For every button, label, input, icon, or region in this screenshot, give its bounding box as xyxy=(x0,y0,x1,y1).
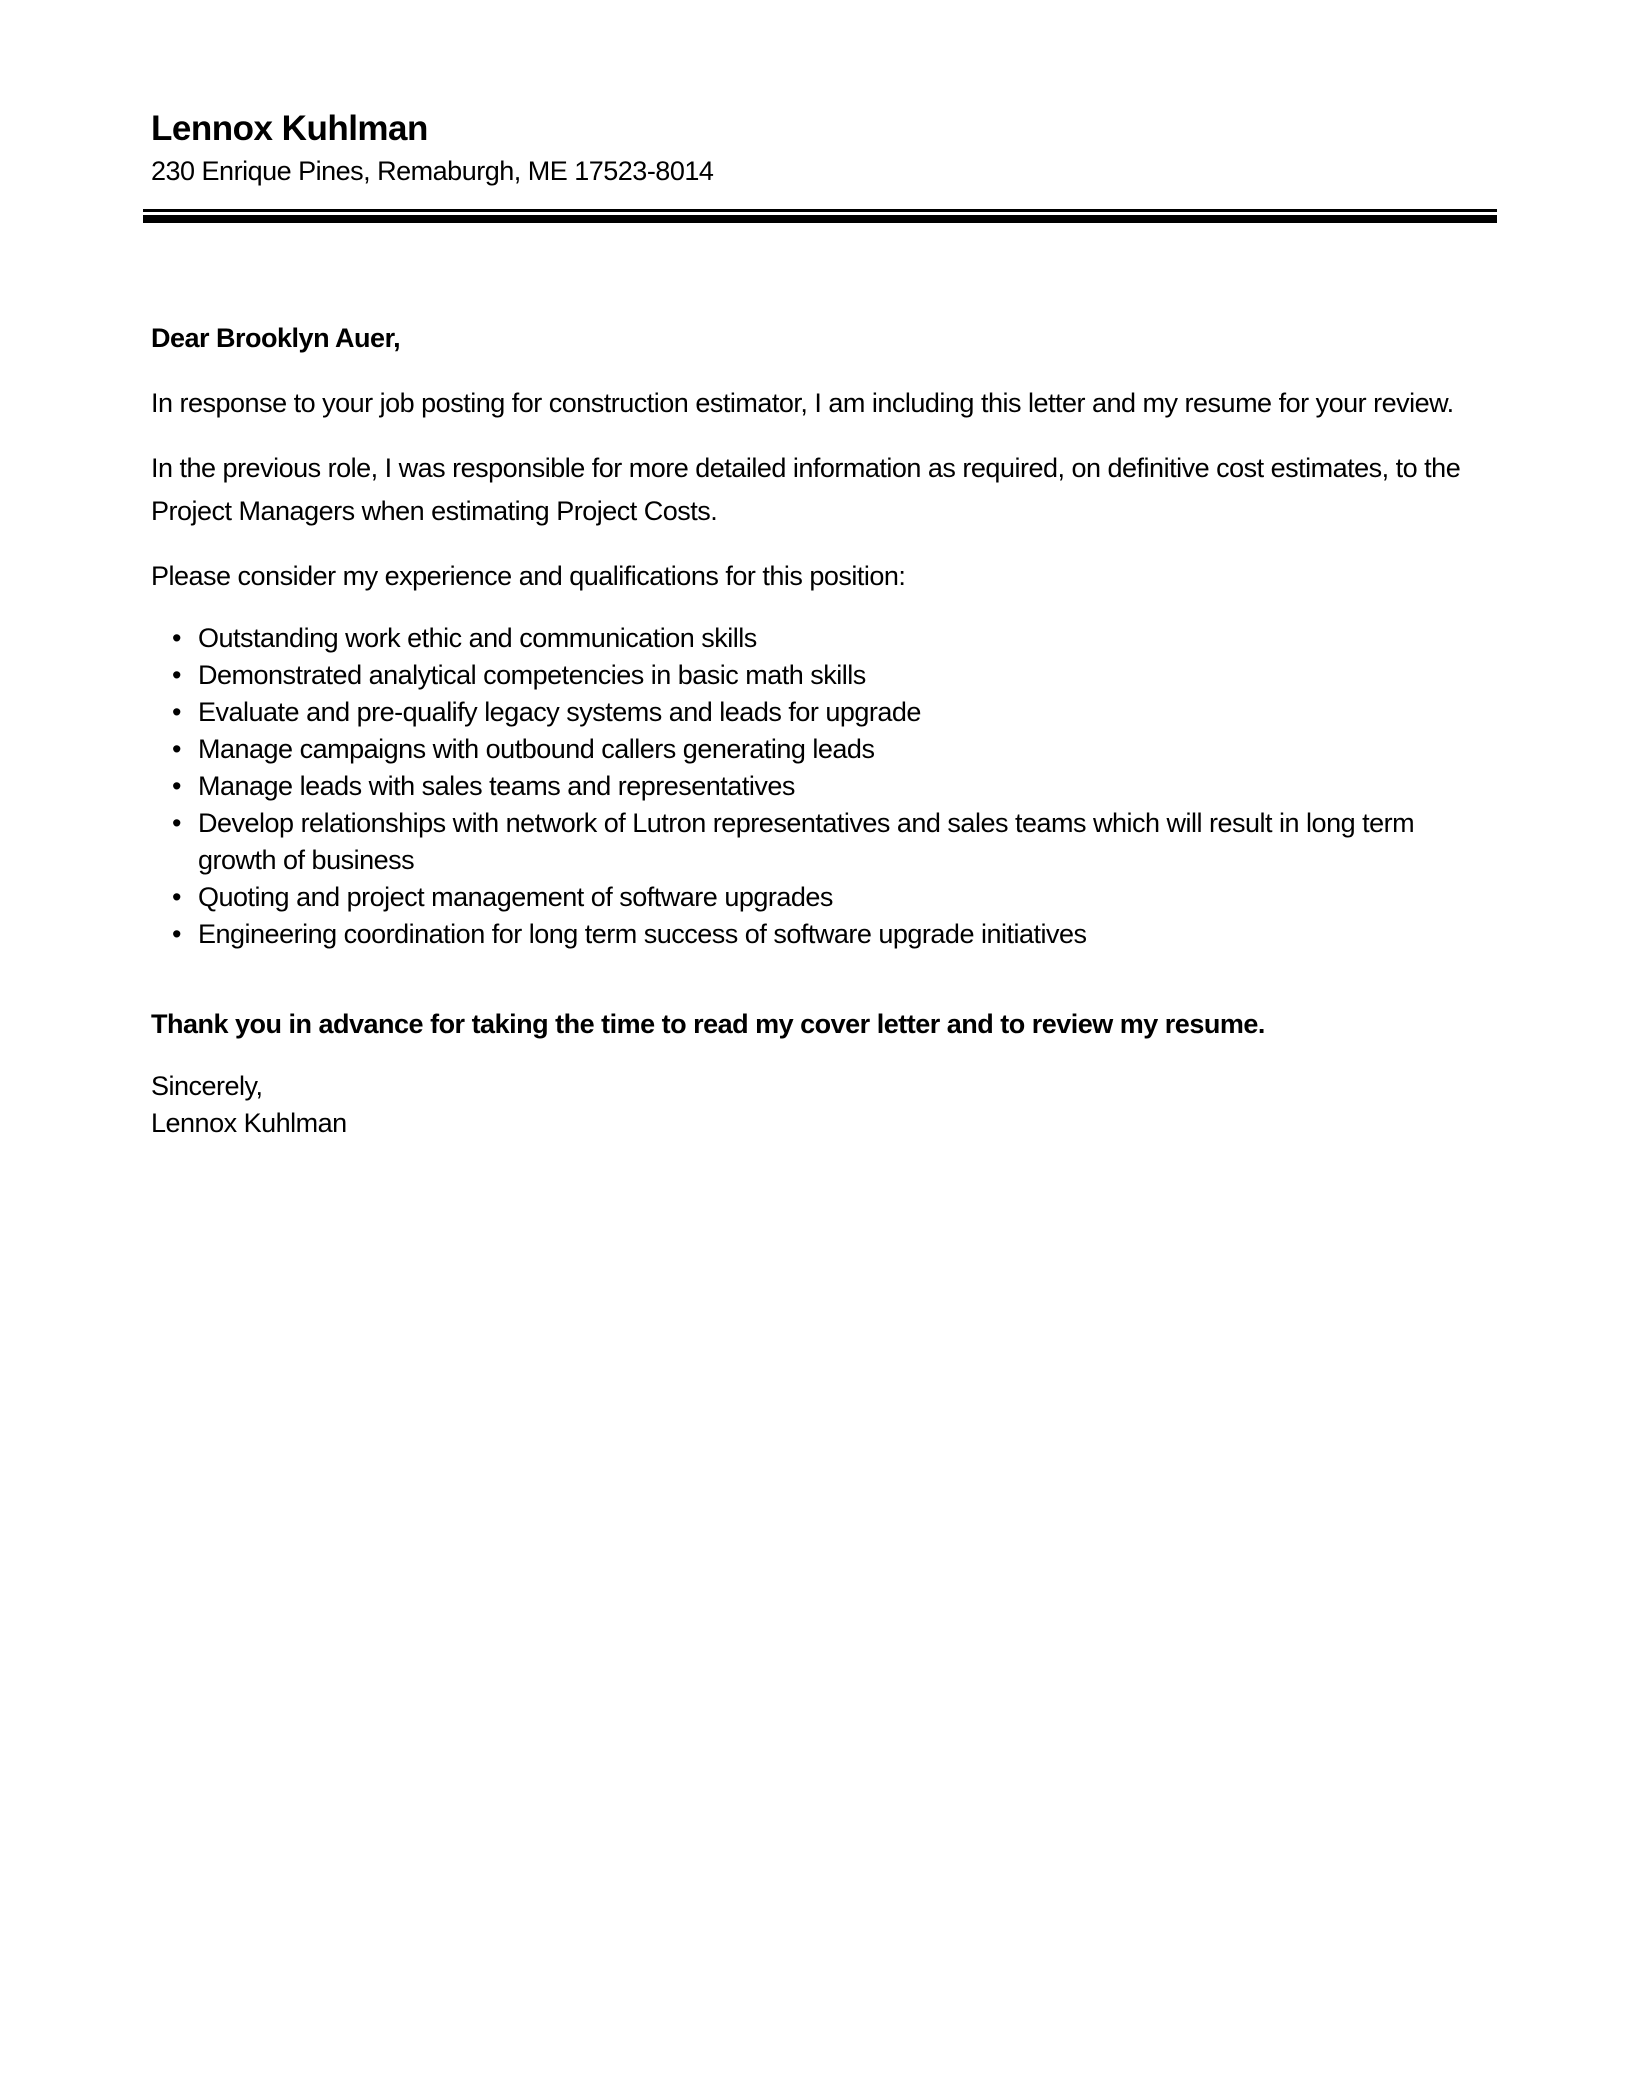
qualification-text: Outstanding work ethic and communication skills xyxy=(198,623,757,653)
qualification-item xyxy=(172,768,1489,805)
qualification-text: Manage campaigns with outbound callers generating leads xyxy=(198,734,875,764)
bullet-icon: • xyxy=(172,919,181,949)
qualification-item xyxy=(172,657,1489,694)
bullet-icon: • xyxy=(172,882,181,912)
letter-header xyxy=(151,108,1489,223)
salutation: Dear Brooklyn Auer, xyxy=(151,323,401,353)
header-divider-rule xyxy=(143,209,1497,223)
qualification-text: Evaluate and pre-qualify legacy systems and leads for upgrade xyxy=(198,697,921,727)
qualification-text: Demonstrated analytical competencies in basic math skills xyxy=(198,660,866,690)
closing-emphasis-line: Thank you in advance for taking the time to read my cover letter and to review my resume. xyxy=(151,1009,1265,1039)
paragraph-previous-role: In the previous role, I was responsible for more detailed information as required, on definitive cost estimates, to the Project Managers when estimating Project Costs. xyxy=(151,453,1461,526)
bullet-icon: • xyxy=(172,734,181,764)
bullet-icon: • xyxy=(172,623,181,653)
qualification-item xyxy=(172,805,1489,879)
bullet-icon: • xyxy=(172,660,181,690)
paragraph-intro: In response to your job posting for construction estimator, I am including this letter and my resume for your review. xyxy=(151,388,1454,418)
qualification-text: Develop relationships with network of Lutron representatives and sales teams which will result in long term growth of business xyxy=(198,808,1415,875)
applicant-name: Lennox Kuhlman xyxy=(151,109,428,148)
bullet-icon: • xyxy=(172,697,181,727)
qualification-text: Manage leads with sales teams and representatives xyxy=(198,771,795,801)
qualification-item xyxy=(172,916,1489,953)
qualification-text: Engineering coordination for long term success of software upgrade initiatives xyxy=(198,919,1087,949)
signoff-word: Sincerely, xyxy=(151,1071,263,1101)
applicant-address: 230 Enrique Pines, Remaburgh, ME 17523-8014 xyxy=(151,156,714,186)
signoff-block xyxy=(151,1068,1489,1142)
paragraph-consider: Please consider my experience and qualifications for this position: xyxy=(151,561,906,591)
letter-body xyxy=(151,317,1489,1142)
qualification-item xyxy=(172,694,1489,731)
qualification-item xyxy=(172,731,1489,768)
qualification-text: Quoting and project management of software upgrades xyxy=(198,882,833,912)
qualifications-list xyxy=(151,620,1489,953)
qualification-item xyxy=(172,879,1489,916)
bullet-icon: • xyxy=(172,771,181,801)
bullet-icon: • xyxy=(172,808,181,838)
qualification-item xyxy=(172,620,1489,657)
signature-name: Lennox Kuhlman xyxy=(151,1108,347,1138)
